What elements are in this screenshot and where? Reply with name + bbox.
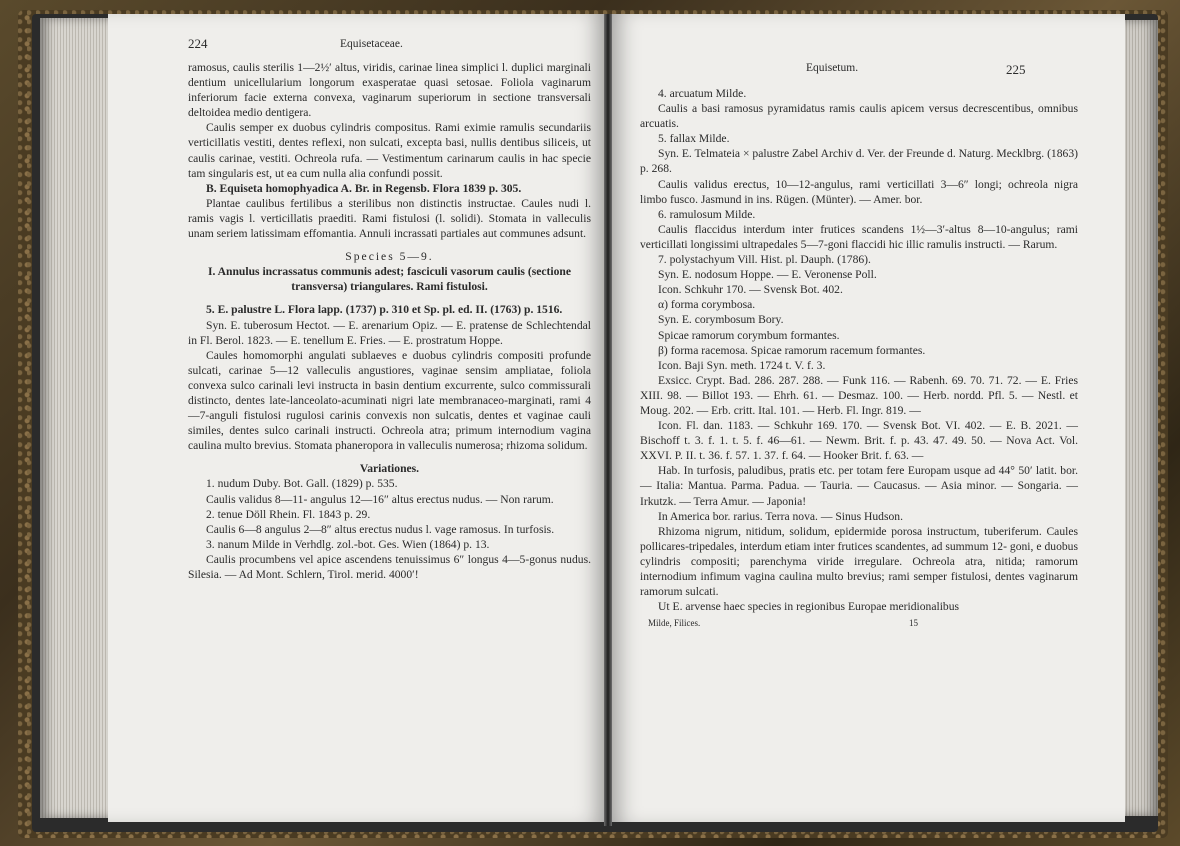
variation-entry: 2. tenue Döll Rhein. Fl. 1843 p. 29.: [206, 507, 371, 521]
variation-entry: 4. arcuatum Milde.: [658, 87, 747, 100]
species-entry: 5. E. palustre L. Flora lapp. (1737) p. 310 et Sp. pl. ed. II. (1763) p. 1516.: [206, 303, 563, 317]
paragraph: Plantae caulibus fertilibus a sterilibus non distinctis instructae. Caules nudi l. ramis vagis l. verticillatis praediti. Rami fistulosi (l. solidi). Stomata in valleculis unam seriem latissimam effomantia. Annuli incrassati partiales aut communes adsunt.: [188, 196, 591, 241]
icon-reference: Icon. Schkuhr 170. — Svensk Bot. 402.: [658, 283, 843, 297]
right-running-head: Equisetum.: [806, 62, 859, 74]
paragraph: Ut E. arvense haec species in regionibus Europae meridionalibus: [658, 600, 960, 614]
book-gutter: [604, 14, 612, 826]
right-page-text: [640, 86, 1078, 631]
paragraph: Caulis validus erectus, 10—12-angulus, rami verticillati 3—6″ longi; ochreola nigra limbo fusco. Jasmund in ins. Rügen. (Münter). — Amer. bor.: [640, 177, 1078, 206]
form-entry: β) forma racemosa. Spicae ramorum racemum formantes.: [658, 343, 926, 357]
paragraph: Caulis 6—8 angulus 2—8″ altus erectus nudus l. vage ramosus. In turfosis.: [206, 522, 555, 536]
paragraph: Spicae ramorum corymbum formantes.: [658, 328, 840, 342]
signature-left: Milde, Filices.: [648, 618, 701, 629]
paragraph: Caules homomorphi angulati sublaeves e duobus cylindris compositi profunde sulcati, carinae 5—12 valleculis angustiores, vaginae sensim ampliatae, foliola convexa sulco carinali levi instructa in basin dentium excurrente, sulco commissurali distincto, dentes late-lanceolato-acuminati nigri late membranaceo-marginati, rami 4—7-anguli fistulosi rugulosi carinis convexis non sulcatis, dentes et vaginae cauli similes, dentes sulco carinali instructi. Ochreola atra; primum internodium vagina caulina multo brevius. Stomata phaneropora in valleculis numerosa; rhizoma solidum.: [188, 348, 591, 453]
synonyms: Syn. E. Telmateia × palustre Zabel Archiv d. Ver. der Freunde d. Naturg. Mecklbrg. (1863) p. 268.: [640, 147, 1078, 176]
variation-entry: 5. fallax Milde.: [658, 132, 730, 146]
variations-heading: Variationes.: [359, 462, 420, 476]
synonyms: Syn. E. nodosum Hoppe. — E. Veronense Poll.: [658, 268, 877, 282]
right-page-edges: [1124, 20, 1158, 816]
paragraph: ramosus, caulis sterilis 1—2½′ altus, viridis, carinae linea simplici l. duplici marginali dentium unicellularium longorum exasperatae quasi setosae. Foliola vaginarum inferiorum facie externa convexa, vaginarum superiorum in sectione transversali deltoidea medio dentigera.: [188, 61, 591, 120]
paragraph: Caulis a basi ramosus pyramidatus ramis caulis apicem versus decrescentibus, omnibus arcuatis.: [640, 102, 1078, 131]
left-running-head: Equisetaceae.: [340, 38, 403, 50]
right-page-number: 225: [1006, 62, 1026, 77]
paragraph: In America bor. rarius. Terra nova. — Sinus Hudson.: [658, 509, 903, 523]
left-page: [108, 14, 606, 822]
species-heading: Species 5—9.: [345, 250, 434, 264]
paragraph: Caulis validus 8—11- angulus 12—16″ altus erectus nudus. — Non rarum.: [206, 492, 554, 506]
paragraph: Caulis semper ex duobus cylindris compositus. Rami eximie ramulis secundariis verticillatis vestiti, dentes reflexi, non sulcati, excepta basi, nullis dentibus siliceis, ut caulis carinae, vestiti. Ochreola rufa. — Vestimentum carinarum caulis in hac specie tam singularis est, ut ea cum nulla alia confundi possit.: [188, 121, 591, 180]
variation-entry: 3. nanum Milde in Verhdlg. zol.-bot. Ges. Wien (1864) p. 13.: [206, 537, 490, 551]
signature-right: 15: [909, 618, 918, 629]
form-entry: α) forma corymbosa.: [658, 298, 756, 312]
paragraph: Caulis flaccidus interdum inter frutices scandens 1½—3′-altus 8—10-angulus; rami verticillati longissimi ultrapedales 5—7-goni flaccidi hic illic ramulis instructi. — Rarum.: [640, 222, 1078, 251]
synonyms: Syn. E. corymbosum Bory.: [658, 313, 784, 327]
icon-reference: Icon. Baji Syn. meth. 1724 t. V. f. 3.: [658, 358, 826, 372]
variation-entry: 7. polystachyum Vill. Hist. pl. Dauph. (1786).: [658, 253, 871, 267]
icon-reference: Icon. Fl. dan. 1183. — Schkuhr 169. 170. — Svensk Bot. VI. 402. — E. B. 2021. — Bischoff t. 3. f. 1. t. 5. f. 46—61. — Newm. Brit. f. p. 43. 47. 49. 50. — Nova Act. Vol. XXVI. P. II. t. 36. f. 57. 1. 37. f. 64. — Hooker Brit. f. 63. —: [640, 419, 1078, 463]
section-heading: B. Equiseta homophyadica A. Br. in Regensb. Flora 1839 p. 305.: [206, 181, 522, 195]
synonyms: Syn. E. tuberosum Hectot. — E. arenarium Opiz. — E. pratense de Schlechtendal in Fl. Berol. 1823. — E. tenellum E. Fries. — E. prostratum Hoppe.: [188, 318, 591, 347]
variation-entry: 6. ramulosum Milde.: [658, 207, 756, 221]
left-page-number: 224: [188, 36, 208, 51]
exsiccatae: Exsicc. Crypt. Bad. 286. 287. 288. — Funk 116. — Rabenh. 69. 70. 71. 72. — E. Fries XIII. 98. — Billot 193. — Ehrh. 61. — Desmaz. 100. — Herb. nordd. Pfl. 5. — Nestl. et Moug. 202. — Erb. critt. Ital. 101. — Herb. Fl. Ingr. 819. —: [640, 373, 1078, 417]
variation-entry: 1. nudum Duby. Bot. Gall. (1829) p. 535.: [206, 477, 398, 491]
paragraph: Caulis procumbens vel apice ascendens tenuissimus 6″ longus 4—5-gonus nudus. Silesia. — Ad Mont. Schlern, Tirol. merid. 4000′!: [188, 552, 591, 581]
right-page: [610, 14, 1125, 822]
paragraph: Rhizoma nigrum, nitidum, solidum, epidermide porosa instructum, tuberiferum. Caules pollicares-tripedales, interdum etiam inter frutices scandentes, ad summum 12- goni, e duobus cylindris compositi; parenchyma viride irregulare. Ochreola atra, nitida; ramorum internodium infimum vagina caulina multo brevius; rami semper fistulosi, dentes vaginarum ramorum sulcati.: [640, 524, 1078, 599]
habitat: Hab. In turfosis, paludibus, pratis etc. per totam fere Europam usque ad 44° 50′ latit. bor. — Italia: Mantua. Parma. Padua. — Tauria. — Caucasus. — Asia minor. — Songaria. — Irkutzk. — Terra Amur. — Japonia!: [640, 464, 1078, 508]
left-page-text: [188, 60, 591, 582]
left-page-edges: [40, 18, 110, 818]
page-signature: [640, 616, 1078, 631]
group-heading: I. Annulus incrassatus communis adest; fasciculi vasorum caulis (sectione transversa) triangulares. Rami fistulosi.: [208, 265, 571, 294]
